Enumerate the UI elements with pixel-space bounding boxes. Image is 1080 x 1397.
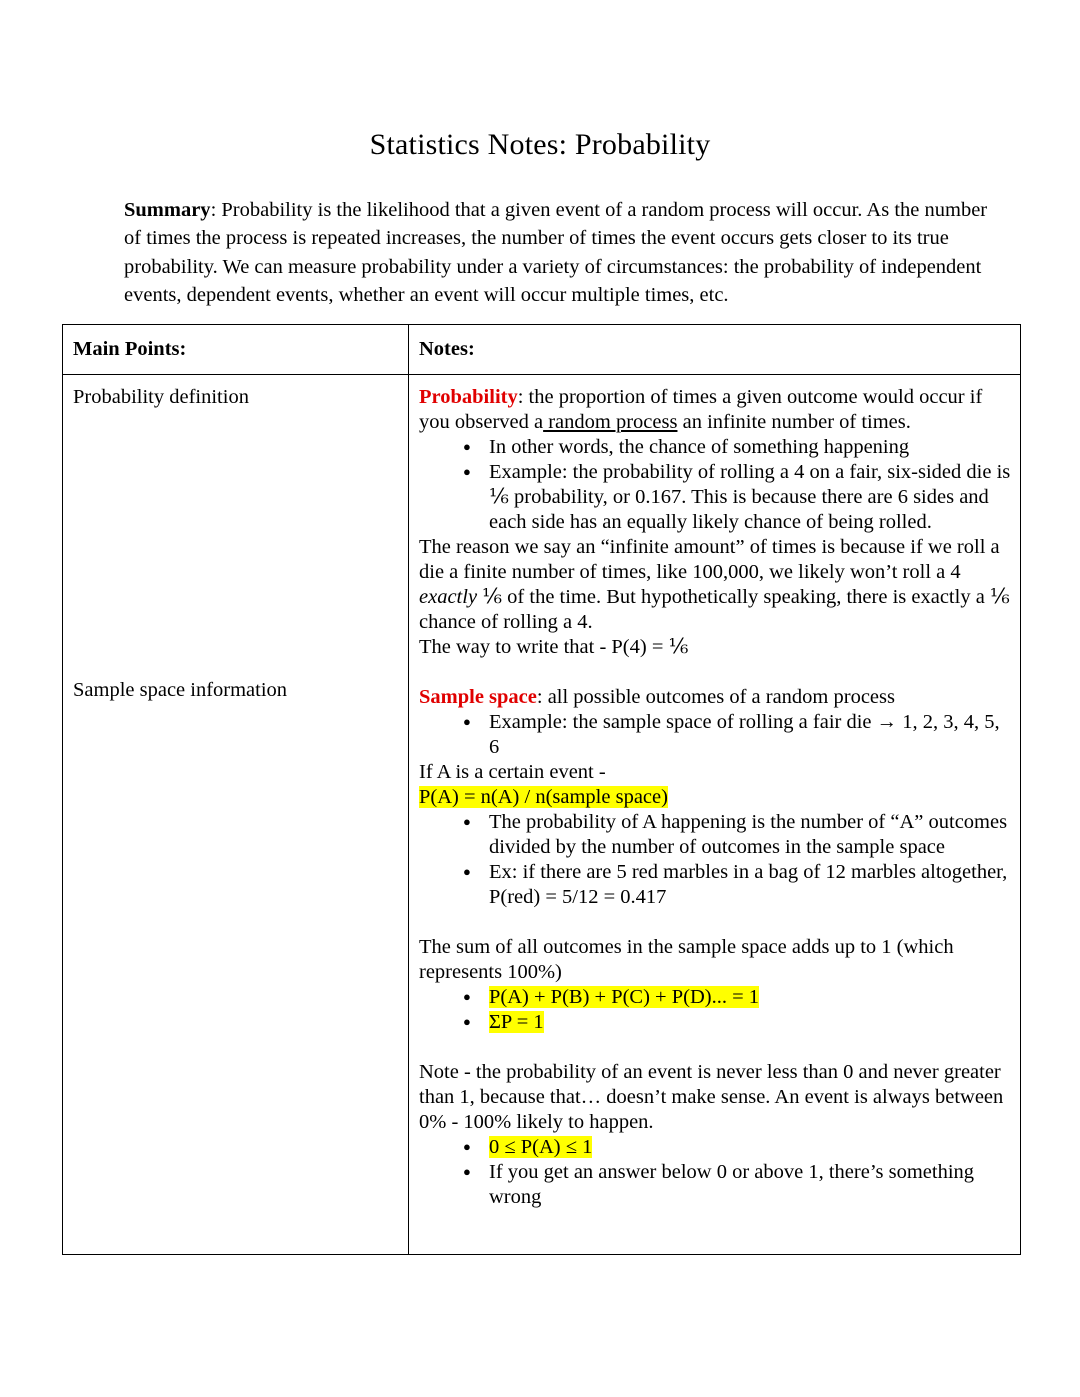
- formula-sum-highlight: P(A) + P(B) + P(C) + P(D)... = 1: [489, 985, 760, 1008]
- notes-cell: [409, 374, 1021, 1254]
- probability-bullet-list: [419, 435, 1012, 535]
- probability-infinite-paragraph: [419, 535, 1012, 635]
- section-spacer: [419, 910, 1012, 935]
- sample-space-term: Sample space: [419, 685, 537, 708]
- main-point-probability-definition: Probability definition: [73, 385, 249, 408]
- formula-pa-highlight: P(A) = n(A) / n(sample space): [419, 785, 668, 808]
- list-item: ● Example: the probability of rolling a 4 on a fair, six-sided die is ⅙ probability, or 0.167. This is because there are 6 sides and each side has an equally likely chance of being rolled.: [459, 460, 1012, 535]
- probability-definition-part1: : the proportion of times a given outcome would occur if you observed a: [419, 385, 983, 433]
- sample-space-definition: : all possible outcomes of a random process: [536, 685, 895, 708]
- sum-of-outcomes-paragraph: The sum of all outcomes in the sample space adds up to 1 (which represents 100%): [419, 935, 954, 983]
- probability-definition-part2: an infinite number of times.: [677, 410, 911, 433]
- formula-probability-of-a: [419, 785, 1012, 810]
- formula-sigma-highlight: ΣP = 1: [489, 1010, 544, 1033]
- main-points-cell: [63, 374, 409, 1254]
- table-row: [63, 374, 1021, 1254]
- sample-space-explanation-list: [419, 810, 1012, 910]
- page-title: Statistics Notes: Probability: [369, 128, 711, 161]
- summary-label: Summary: [124, 199, 211, 221]
- main-points-spacer: [73, 410, 400, 678]
- sample-space-definition-paragraph: [419, 685, 1012, 710]
- infinite-text-b: ⅙ of the time. But hypothetically speaking, there is exactly a ⅙ chance of rolling a 4.: [419, 585, 1010, 633]
- main-point-sample-space-information: Sample space information: [73, 678, 288, 701]
- table-header-row: [63, 324, 1021, 374]
- notes-cell-tail-spacer: [419, 1210, 1012, 1244]
- list-item: [459, 985, 1012, 1010]
- list-item: [459, 1135, 1012, 1160]
- summary-body: : Probability is the likelihood that a given event of a random process will occur. As the number of times the process is repeated increases, the number of times the event occurs gets closer to its true probability. We can measure probability under a variety of circumstances: the probability of independent events, dependent events, whether an event will occur multiple times, etc.: [124, 199, 988, 307]
- probability-notation-paragraph: The way to write that - P(4) = ⅙: [419, 635, 689, 658]
- formula-range-highlight: 0 ≤ P(A) ≤ 1: [489, 1135, 593, 1158]
- range-formula-list: [419, 1135, 1012, 1210]
- sample-space-example-list: [419, 710, 1012, 760]
- section-spacer: [419, 1035, 1012, 1060]
- notes-table: [62, 324, 1021, 1255]
- section-spacer: [419, 660, 1012, 685]
- list-item: ● In other words, the chance of something happening: [459, 435, 1012, 460]
- if-a-certain-event-line: If A is a certain event -: [419, 760, 606, 783]
- list-item: ● The probability of A happening is the number of “A” outcomes divided by the number of outcomes in the sample space: [459, 810, 1012, 860]
- exactly-italic: exactly: [419, 585, 478, 608]
- list-item: [459, 1010, 1012, 1035]
- sum-formula-list: [419, 985, 1012, 1035]
- list-item: ● Ex: if there are 5 red marbles in a bag of 12 marbles altogether, P(red) = 5/12 = 0.417: [459, 860, 1012, 910]
- probability-definition-paragraph: [419, 385, 1012, 435]
- infinite-text-a: The reason we say an “infinite amount” of times is because if we roll a die a finite number of times, like 100,000, we likely won’t roll a 4: [419, 535, 1000, 583]
- summary-paragraph: [0, 162, 1080, 310]
- column-header-main-points: Main Points:: [63, 324, 409, 374]
- column-header-notes: Notes:: [409, 324, 1021, 374]
- list-item: ● Example: the sample space of rolling a fair die → 1, 2, 3, 4, 5, 6: [459, 710, 1012, 760]
- probability-term: Probability: [419, 385, 518, 408]
- note-range-paragraph: Note - the probability of an event is never less than 0 and never greater than 1, because that… doesn’t make sense. An event is always between 0% - 100% likely to happen.: [419, 1060, 1004, 1133]
- random-process-underlined: random process: [543, 410, 678, 433]
- list-item: ● If you get an answer below 0 or above 1, there’s something wrong: [459, 1160, 1012, 1210]
